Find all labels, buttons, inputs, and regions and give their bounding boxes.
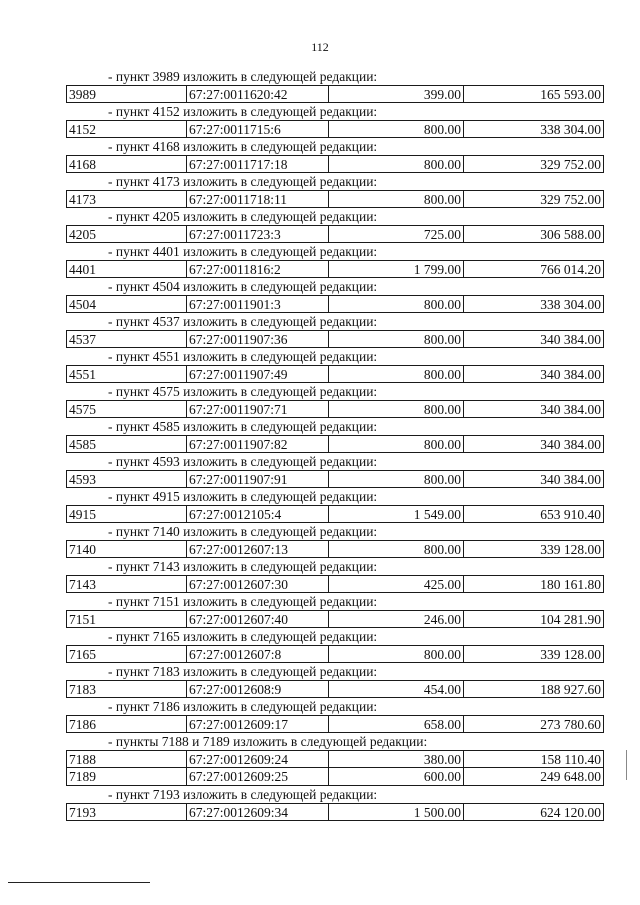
item-number-cell: 7183 xyxy=(66,680,187,698)
cadastral-value-cell: 653 910.40 xyxy=(464,505,604,523)
cadastral-number-cell: 67:27:0012609:25 xyxy=(187,768,329,786)
area-cell: 800.00 xyxy=(329,400,464,418)
amendment-block xyxy=(66,278,606,313)
cadastral-number-cell: 67:27:0012105:4 xyxy=(187,505,329,523)
amendment-block xyxy=(66,488,606,523)
item-number-cell: 4173 xyxy=(66,190,187,208)
cadastral-number-cell: 67:27:0011907:49 xyxy=(187,365,329,383)
amendment-block xyxy=(66,628,606,663)
item-number-cell: 4401 xyxy=(66,260,187,278)
area-cell: 800.00 xyxy=(329,470,464,488)
cadastral-number-cell: 67:27:0012607:30 xyxy=(187,575,329,593)
amendment-table xyxy=(66,120,606,138)
area-cell: 454.00 xyxy=(329,680,464,698)
amendment-table xyxy=(66,715,606,733)
table-row xyxy=(66,260,606,278)
area-cell: 800.00 xyxy=(329,645,464,663)
item-number-cell: 7188 xyxy=(66,750,187,768)
amendment-instruction: - пункт 3989 изложить в следующей редакции: xyxy=(108,69,378,84)
cadastral-value-cell: 158 110.40 xyxy=(464,750,604,768)
cadastral-number-cell: 67:27:0011717:18 xyxy=(187,155,329,173)
amendment-table xyxy=(66,155,606,173)
amendment-table xyxy=(66,190,606,208)
item-number-cell: 7151 xyxy=(66,610,187,628)
amendment-block xyxy=(66,698,606,733)
item-number-cell: 7193 xyxy=(66,803,187,821)
area-cell: 800.00 xyxy=(329,540,464,558)
amendment-table xyxy=(66,435,606,453)
cadastral-number-cell: 67:27:0012609:17 xyxy=(187,715,329,733)
table-row xyxy=(66,225,606,243)
area-cell: 800.00 xyxy=(329,365,464,383)
item-number-cell: 4168 xyxy=(66,155,187,173)
amendment-table xyxy=(66,505,606,523)
amendment-instruction: - пункт 4504 изложить в следующей редакции: xyxy=(108,279,378,294)
cadastral-value-cell: 340 384.00 xyxy=(464,330,604,348)
amendment-table xyxy=(66,750,606,786)
amendment-table xyxy=(66,680,606,698)
amendment-block xyxy=(66,208,606,243)
table-row xyxy=(66,768,606,786)
amendment-instruction: - пункт 4173 изложить в следующей редакции: xyxy=(108,174,378,189)
table-row xyxy=(66,85,606,103)
table-row xyxy=(66,365,606,383)
amendment-instruction: - пункт 4401 изложить в следующей редакции: xyxy=(108,244,378,259)
cadastral-value-cell: 340 384.00 xyxy=(464,365,604,383)
amendment-table xyxy=(66,85,606,103)
cadastral-number-cell: 67:27:0011723:3 xyxy=(187,225,329,243)
amendment-instruction: - пункт 4575 изложить в следующей редакции: xyxy=(108,384,378,399)
table-row xyxy=(66,505,606,523)
cadastral-number-cell: 67:27:0012607:13 xyxy=(187,540,329,558)
amendment-block xyxy=(66,523,606,558)
table-row xyxy=(66,435,606,453)
amendment-block xyxy=(66,418,606,453)
cadastral-number-cell: 67:27:0011907:82 xyxy=(187,435,329,453)
item-number-cell: 7140 xyxy=(66,540,187,558)
cadastral-number-cell: 67:27:0012609:24 xyxy=(187,750,329,768)
amendment-table xyxy=(66,365,606,383)
item-number-cell: 4593 xyxy=(66,470,187,488)
amendment-table xyxy=(66,295,606,313)
cadastral-value-cell: 340 384.00 xyxy=(464,435,604,453)
amendment-instruction: - пункт 7186 изложить в следующей редакции: xyxy=(108,699,378,714)
area-cell: 800.00 xyxy=(329,295,464,313)
amendment-table xyxy=(66,575,606,593)
cadastral-value-cell: 338 304.00 xyxy=(464,120,604,138)
cadastral-value-cell: 104 281.90 xyxy=(464,610,604,628)
table-row xyxy=(66,330,606,348)
table-row xyxy=(66,575,606,593)
table-row xyxy=(66,540,606,558)
cadastral-number-cell: 67:27:0012607:8 xyxy=(187,645,329,663)
amendment-table xyxy=(66,645,606,663)
cadastral-number-cell: 67:27:0011907:36 xyxy=(187,330,329,348)
cadastral-value-cell: 188 927.60 xyxy=(464,680,604,698)
item-number-cell: 4205 xyxy=(66,225,187,243)
amendment-block xyxy=(66,138,606,173)
amendment-block xyxy=(66,558,606,593)
amendment-block xyxy=(66,786,606,821)
area-cell: 425.00 xyxy=(329,575,464,593)
table-row xyxy=(66,120,606,138)
cadastral-value-cell: 338 304.00 xyxy=(464,295,604,313)
amendment-instruction: - пункт 4551 изложить в следующей редакции: xyxy=(108,349,378,364)
area-cell: 800.00 xyxy=(329,190,464,208)
amendment-block xyxy=(66,103,606,138)
amendment-block xyxy=(66,313,606,348)
item-number-cell: 4152 xyxy=(66,120,187,138)
item-number-cell: 7143 xyxy=(66,575,187,593)
cadastral-number-cell: 67:27:0012608:9 xyxy=(187,680,329,698)
amendment-instruction: - пункт 4168 изложить в следующей редакции: xyxy=(108,139,378,154)
amendment-table xyxy=(66,540,606,558)
amendment-table xyxy=(66,803,606,821)
amendment-block xyxy=(66,68,606,103)
amendment-block xyxy=(66,453,606,488)
amendment-instruction: - пункт 4152 изложить в следующей редакции: xyxy=(108,104,378,119)
scan-margin-mark xyxy=(626,750,627,780)
area-cell: 600.00 xyxy=(329,768,464,786)
amendment-block xyxy=(66,733,606,786)
table-row xyxy=(66,295,606,313)
amendment-table xyxy=(66,260,606,278)
amendment-table xyxy=(66,225,606,243)
cadastral-number-cell: 67:27:0011901:3 xyxy=(187,295,329,313)
cadastral-value-cell: 329 752.00 xyxy=(464,155,604,173)
cadastral-number-cell: 67:27:0011907:71 xyxy=(187,400,329,418)
amendment-instruction: - пункт 7151 изложить в следующей редакции: xyxy=(108,594,378,609)
area-cell: 800.00 xyxy=(329,155,464,173)
cadastral-number-cell: 67:27:0012609:34 xyxy=(187,803,329,821)
amendment-instruction: - пункт 4915 изложить в следующей редакции: xyxy=(108,489,378,504)
amendments-list xyxy=(66,68,606,821)
area-cell: 800.00 xyxy=(329,120,464,138)
cadastral-value-cell: 624 120.00 xyxy=(464,803,604,821)
cadastral-value-cell: 339 128.00 xyxy=(464,645,604,663)
amendment-block xyxy=(66,243,606,278)
amendment-instruction: - пункт 7183 изложить в следующей редакции: xyxy=(108,664,378,679)
amendment-instruction: - пункт 4537 изложить в следующей редакции: xyxy=(108,314,378,329)
cadastral-value-cell: 306 588.00 xyxy=(464,225,604,243)
area-cell: 380.00 xyxy=(329,750,464,768)
cadastral-value-cell: 249 648.00 xyxy=(464,768,604,786)
cadastral-number-cell: 67:27:0012607:40 xyxy=(187,610,329,628)
cadastral-value-cell: 329 752.00 xyxy=(464,190,604,208)
amendment-instruction: - пункт 7143 изложить в следующей редакции: xyxy=(108,559,378,574)
table-row xyxy=(66,680,606,698)
table-row xyxy=(66,610,606,628)
area-cell: 1 500.00 xyxy=(329,803,464,821)
amendment-table xyxy=(66,400,606,418)
table-row xyxy=(66,750,606,768)
cadastral-value-cell: 273 780.60 xyxy=(464,715,604,733)
area-cell: 1 799.00 xyxy=(329,260,464,278)
table-row xyxy=(66,470,606,488)
area-cell: 800.00 xyxy=(329,435,464,453)
cadastral-value-cell: 340 384.00 xyxy=(464,400,604,418)
footnote-divider xyxy=(8,882,150,883)
cadastral-value-cell: 180 161.80 xyxy=(464,575,604,593)
area-cell: 399.00 xyxy=(329,85,464,103)
item-number-cell: 7186 xyxy=(66,715,187,733)
area-cell: 658.00 xyxy=(329,715,464,733)
item-number-cell: 4575 xyxy=(66,400,187,418)
cadastral-value-cell: 165 593.00 xyxy=(464,85,604,103)
amendment-instruction: - пункт 4593 изложить в следующей редакции: xyxy=(108,454,378,469)
cadastral-value-cell: 340 384.00 xyxy=(464,470,604,488)
item-number-cell: 4537 xyxy=(66,330,187,348)
amendment-table xyxy=(66,330,606,348)
item-number-cell: 4585 xyxy=(66,435,187,453)
amendment-instruction: - пункт 7165 изложить в следующей редакции: xyxy=(108,629,378,644)
table-row xyxy=(66,400,606,418)
cadastral-value-cell: 339 128.00 xyxy=(464,540,604,558)
table-row xyxy=(66,715,606,733)
amendment-instruction: - пункт 4205 изложить в следующей редакции: xyxy=(108,209,378,224)
cadastral-number-cell: 67:27:0011715:6 xyxy=(187,120,329,138)
table-row xyxy=(66,155,606,173)
area-cell: 800.00 xyxy=(329,330,464,348)
cadastral-number-cell: 67:27:0011718:11 xyxy=(187,190,329,208)
amendment-instruction: - пункт 7193 изложить в следующей редакции: xyxy=(108,787,378,802)
area-cell: 246.00 xyxy=(329,610,464,628)
table-row xyxy=(66,803,606,821)
amendment-block xyxy=(66,173,606,208)
item-number-cell: 3989 xyxy=(66,85,187,103)
item-number-cell: 7189 xyxy=(66,768,187,786)
cadastral-number-cell: 67:27:0011907:91 xyxy=(187,470,329,488)
cadastral-number-cell: 67:27:0011816:2 xyxy=(187,260,329,278)
amendment-instruction: - пункт 4585 изложить в следующей редакции: xyxy=(108,419,378,434)
item-number-cell: 4504 xyxy=(66,295,187,313)
amendment-block xyxy=(66,383,606,418)
amendment-block xyxy=(66,663,606,698)
table-row xyxy=(66,645,606,663)
area-cell: 725.00 xyxy=(329,225,464,243)
amendment-block xyxy=(66,348,606,383)
amendment-instruction: - пункты 7188 и 7189 изложить в следующей редакции: xyxy=(108,734,428,749)
amendment-block xyxy=(66,593,606,628)
item-number-cell: 7165 xyxy=(66,645,187,663)
area-cell: 1 549.00 xyxy=(329,505,464,523)
amendment-table xyxy=(66,610,606,628)
cadastral-value-cell: 766 014.20 xyxy=(464,260,604,278)
amendment-instruction: - пункт 7140 изложить в следующей редакции: xyxy=(108,524,378,539)
table-row xyxy=(66,190,606,208)
page-number: 112 xyxy=(311,40,329,54)
item-number-cell: 4915 xyxy=(66,505,187,523)
item-number-cell: 4551 xyxy=(66,365,187,383)
cadastral-number-cell: 67:27:0011620:42 xyxy=(187,85,329,103)
amendment-table xyxy=(66,470,606,488)
